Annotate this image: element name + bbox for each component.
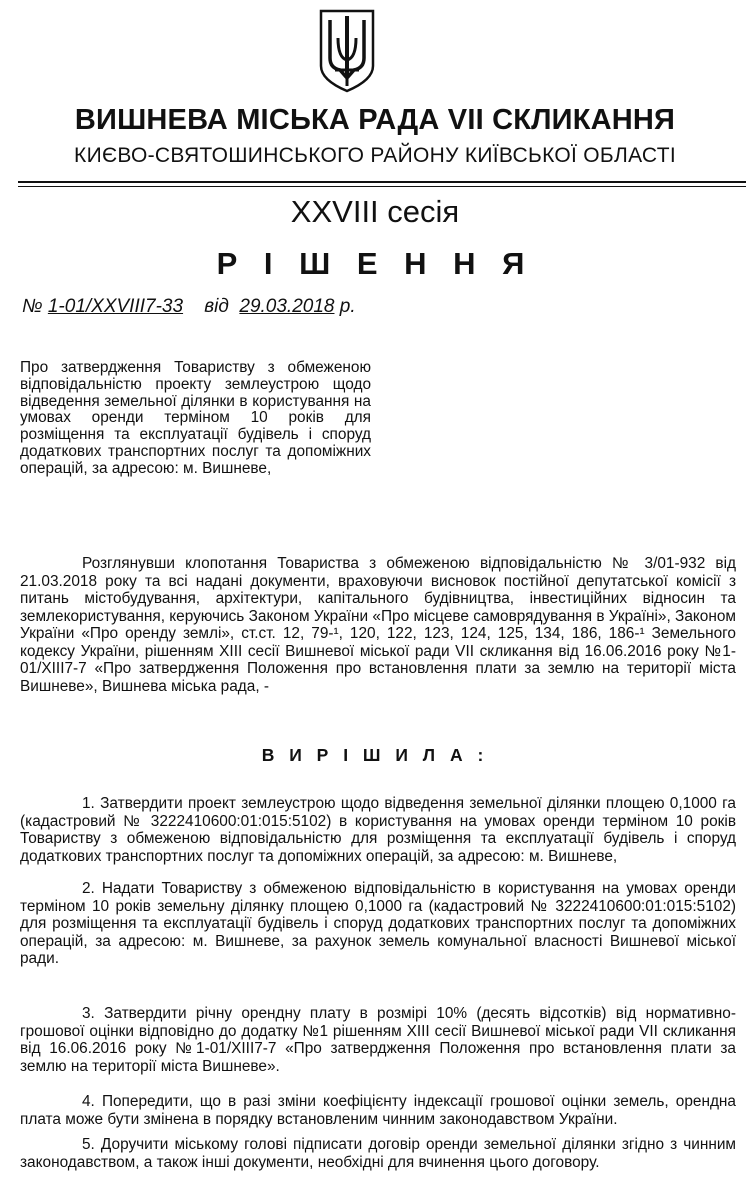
decision-item-2 — [20, 880, 736, 968]
number-prefix: № — [22, 296, 43, 317]
decision-item-5 — [20, 1136, 736, 1171]
preamble — [20, 555, 736, 695]
decision-item-text: 5. Доручити міському голові підписати договір оренди земельної ділянки згідно з чинним законодавством, а також інші документи, необхідні для вчинення цього договору. — [20, 1136, 736, 1171]
date-suffix: р. — [339, 296, 356, 317]
decision-item-4 — [20, 1093, 736, 1128]
decision-item-3 — [20, 1005, 736, 1075]
decision-number: 1-01/XXVIII7-33 — [47, 296, 184, 317]
decision-item-text: 1. Затвердити проект землеустрою щодо відведення земельної ділянки площею 0,1000 га (кадастровий № 3222410600:01:015:5102) в користування на умовах оренди терміном 10 років Товариству з обмеженою відповідальністю для розміщення та експлуатації будівель і споруд додаткових транспортних послуг та допоміжних операцій, за адресою: м. Вишневе, — [20, 795, 736, 865]
decision-number-line — [22, 296, 356, 318]
decision-item-text: 2. Надати Товариству з обмеженою відповідальністю в користування на умовах оренди терміном 10 років земельну ділянку площею 0,1000 га (кадастровий № 3222410600:01:015:5102) для розміщення та експлуатації будівель і споруд додаткових транспортних послуг та допоміжних операцій, за адресою: м. Вишневе, за рахунок земель комунальної власності Вишневої міської ради. — [20, 880, 736, 967]
coat-of-arms-icon — [318, 8, 376, 94]
council-region: КИЄВО-СВЯТОШИНСЬКОГО РАЙОНУ КИЇВСЬКОЇ ОБЛАСТІ — [74, 144, 676, 167]
decision-item-text: 3. Затвердити річну орендну плату в розмірі 10% (десять відсотків) від нормативно-грошової оцінки відповідно до додатку №1 рішенням XIII сесії Вишневої міської ради VII скликання від 16.06.2016 року №1-01/XIII7-7 «Про затвердження Положення про встановлення плати за землю на території міста Вишневе». — [20, 1005, 736, 1075]
decision-item-text: 4. Попередити, що в разі зміни коефіцієнту індексації грошової оцінки земель, орендна плата може бути змінена в порядку встановленим чинним законодавством України. — [20, 1093, 736, 1128]
decision-subject: Про затвердження Товариству з обмеженою відповідальністю проекту землеустрою щодо відведення земельної ділянки в користування на умовах оренди терміном 10 років для розміщення та експлуатації будівель і споруд додаткових транспортних послуг та допоміжних операцій, за адресою: м. Вишневе, — [20, 359, 371, 477]
decided-heading: В И Р І Ш И Л А : — [261, 745, 489, 765]
preamble-text: Розглянувши клопотання Товариства з обмеженою відповідальністю № 3/01-932 від 21.03.2018 року та всі надані документи, враховуючи висновок постійної депутатської комісії з питань містобудування, архітектури, капітального будівництва, інвестиційних відносин та землекористування, керуючись Законом України «Про місцеве самоврядування в Україні», Законом України «Про оренду землі», ст.ст. 12, 79-¹, 120, 122, 123, 124, 125, 134, 186, 186-¹ Земельного кодексу України, рішенням XIII сесії Вишневої міської ради VII скликання від 16.06.2016 року №1-01/XIII7-7 «Про затвердження Положення про встановлення плати за землю на території міста Вишневе», Вишнева міська рада, - — [20, 555, 736, 695]
decision-date: 29.03.2018 — [239, 296, 335, 317]
header-divider-thin — [18, 186, 746, 187]
decision-item-1 — [20, 795, 736, 865]
council-title: ВИШНЕВА МІСЬКА РАДА VII СКЛИКАННЯ — [74, 104, 676, 136]
date-prefix: від — [204, 296, 229, 317]
header-divider-thick — [18, 181, 746, 183]
session-title: XXVIII сесія — [290, 194, 460, 229]
document-type-title: Р І Ш Е Н Н Я — [216, 246, 534, 281]
